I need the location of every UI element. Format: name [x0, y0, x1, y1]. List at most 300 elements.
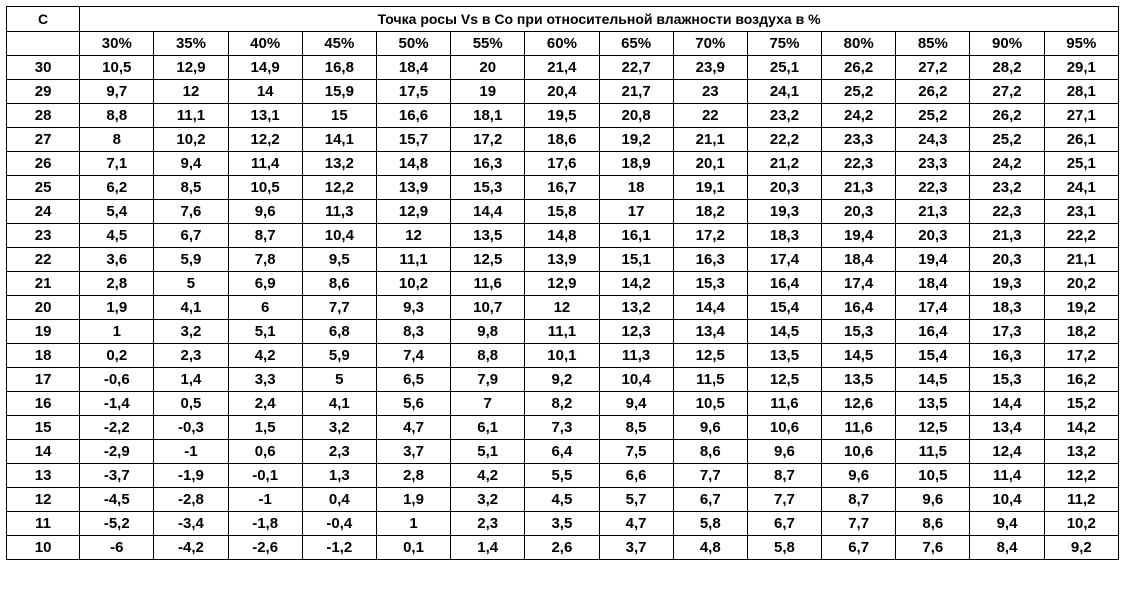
dew-point-cell: 19,1 [673, 176, 747, 200]
dew-point-cell: 14,4 [451, 200, 525, 224]
table-row [7, 224, 1119, 248]
temperature-cell: 22 [7, 248, 80, 272]
dew-point-cell: -6 [80, 536, 154, 560]
table-row [7, 80, 1119, 104]
dew-point-cell: 12,2 [302, 176, 376, 200]
dew-point-cell: 18,4 [896, 272, 970, 296]
dew-point-cell: 1,9 [376, 488, 450, 512]
dew-point-cell: 10,4 [302, 224, 376, 248]
temperature-cell: 17 [7, 368, 80, 392]
dew-point-cell: 22,3 [822, 152, 896, 176]
dew-point-cell: 23,2 [747, 104, 821, 128]
dew-point-cell: -1,8 [228, 512, 302, 536]
dew-point-cell: 11,2 [1044, 488, 1118, 512]
table-row [7, 296, 1119, 320]
dew-point-cell: 2,3 [451, 512, 525, 536]
dew-point-cell: 14,9 [228, 56, 302, 80]
dew-point-cell: 18,3 [970, 296, 1044, 320]
table-row [7, 368, 1119, 392]
dew-point-cell: 17,2 [451, 128, 525, 152]
dew-point-cell: 8,4 [970, 536, 1044, 560]
dew-point-cell: 29,1 [1044, 56, 1118, 80]
table-title: Точка росы Vs в Co при относительной влажности воздуха в % [80, 7, 1119, 32]
dew-point-cell: 12 [525, 296, 599, 320]
dew-point-cell: 22 [673, 104, 747, 128]
dew-point-cell: 19,2 [1044, 296, 1118, 320]
dew-point-cell: 14,2 [1044, 416, 1118, 440]
dew-point-cell: 25,2 [970, 128, 1044, 152]
dew-point-cell: 18,4 [376, 56, 450, 80]
dew-point-cell: 7,7 [673, 464, 747, 488]
dew-point-cell: 10,5 [673, 392, 747, 416]
dew-point-cell: 10,4 [599, 368, 673, 392]
dew-point-cell: 12,5 [451, 248, 525, 272]
dew-point-cell: 4,1 [302, 392, 376, 416]
dew-point-cell: 10,6 [822, 440, 896, 464]
table-row [7, 320, 1119, 344]
dew-point-cell: 1 [80, 320, 154, 344]
dew-point-cell: 24,3 [896, 128, 970, 152]
humidity-header-cell: 55% [451, 32, 525, 56]
dew-point-cell: 20,8 [599, 104, 673, 128]
humidity-header-cell: 90% [970, 32, 1044, 56]
dew-point-cell: 0,1 [376, 536, 450, 560]
dew-point-cell: 13,5 [747, 344, 821, 368]
dew-point-cell: 17,4 [822, 272, 896, 296]
dew-point-cell: 23,3 [822, 128, 896, 152]
dew-point-cell: 7,1 [80, 152, 154, 176]
dew-point-cell: 18,1 [451, 104, 525, 128]
dew-point-cell: -1,4 [80, 392, 154, 416]
temperature-cell: 15 [7, 416, 80, 440]
dew-point-cell: 16,4 [896, 320, 970, 344]
dew-point-cell: 2,6 [525, 536, 599, 560]
dew-point-cell: 22,3 [896, 176, 970, 200]
dew-point-cell: 20,3 [747, 176, 821, 200]
dew-point-cell: 10,2 [1044, 512, 1118, 536]
dew-point-cell: 6 [228, 296, 302, 320]
dew-point-cell: 10,6 [747, 416, 821, 440]
dew-point-cell: 7,6 [896, 536, 970, 560]
dew-point-cell: 2,4 [228, 392, 302, 416]
dew-point-cell: 17 [599, 200, 673, 224]
dew-point-cell: 9,7 [80, 80, 154, 104]
dew-point-cell: 1,9 [80, 296, 154, 320]
dew-point-cell: 0,6 [228, 440, 302, 464]
dew-point-cell: 14 [228, 80, 302, 104]
dew-point-cell: 6,7 [747, 512, 821, 536]
dew-point-cell: 14,5 [747, 320, 821, 344]
dew-point-cell: 8,2 [525, 392, 599, 416]
dew-point-cell: 25,1 [1044, 152, 1118, 176]
humidity-header-cell: 40% [228, 32, 302, 56]
dew-point-cell: 19,3 [970, 272, 1044, 296]
dew-point-cell: 17,2 [1044, 344, 1118, 368]
dew-point-cell: 12,3 [599, 320, 673, 344]
dew-point-cell: 3,5 [525, 512, 599, 536]
dew-point-cell: 6,6 [599, 464, 673, 488]
dew-point-cell: 15,3 [822, 320, 896, 344]
dew-point-cell: 8,7 [228, 224, 302, 248]
dew-point-cell: 13,2 [302, 152, 376, 176]
dew-point-cell: 23,1 [1044, 200, 1118, 224]
dew-point-cell: 28,2 [970, 56, 1044, 80]
dew-point-cell: -2,9 [80, 440, 154, 464]
dew-point-cell: 14,8 [525, 224, 599, 248]
dew-point-cell: 8,3 [376, 320, 450, 344]
dew-point-cell: 2,8 [80, 272, 154, 296]
dew-point-cell: 5,9 [302, 344, 376, 368]
dew-point-cell: 20,3 [896, 224, 970, 248]
dew-point-cell: 11,6 [747, 392, 821, 416]
dew-point-cell: 0,4 [302, 488, 376, 512]
dew-point-cell: 21,1 [1044, 248, 1118, 272]
dew-point-cell: 20,2 [1044, 272, 1118, 296]
humidity-header-cell: 50% [376, 32, 450, 56]
dew-point-cell: 9,8 [451, 320, 525, 344]
dew-point-cell: 11,6 [822, 416, 896, 440]
temperature-cell: 16 [7, 392, 80, 416]
table-row [7, 464, 1119, 488]
dew-point-cell: -3,4 [154, 512, 228, 536]
dew-point-cell: 4,2 [228, 344, 302, 368]
temperature-cell: 26 [7, 152, 80, 176]
dew-point-cell: 3,2 [154, 320, 228, 344]
dew-point-cell: 22,7 [599, 56, 673, 80]
dew-point-cell: 14,5 [822, 344, 896, 368]
dew-point-cell: 6,7 [822, 536, 896, 560]
dew-point-cell: 15,8 [525, 200, 599, 224]
dew-point-cell: 14,2 [599, 272, 673, 296]
dew-point-cell: 13,5 [451, 224, 525, 248]
dew-point-cell: -0,3 [154, 416, 228, 440]
dew-point-cell: 21,7 [599, 80, 673, 104]
dew-point-cell: 5,8 [673, 512, 747, 536]
dew-point-cell: 16,3 [451, 152, 525, 176]
dew-point-cell: 15 [302, 104, 376, 128]
dew-point-cell: 5,8 [747, 536, 821, 560]
humidity-header-cell: 85% [896, 32, 970, 56]
dew-point-cell: 21,3 [822, 176, 896, 200]
dew-point-cell: 14,8 [376, 152, 450, 176]
dew-point-cell: 12,6 [822, 392, 896, 416]
dew-point-cell: -2,2 [80, 416, 154, 440]
dew-point-cell: 24,1 [1044, 176, 1118, 200]
dew-point-cell: 11,4 [970, 464, 1044, 488]
dew-point-cell: 2,3 [302, 440, 376, 464]
table-row [7, 488, 1119, 512]
dew-point-cell: 15,3 [970, 368, 1044, 392]
dew-point-cell: 9,4 [154, 152, 228, 176]
dew-point-cell: 9,5 [302, 248, 376, 272]
dew-point-cell: 9,6 [673, 416, 747, 440]
humidity-header-cell: 60% [525, 32, 599, 56]
dew-point-cell: 1,3 [302, 464, 376, 488]
dew-point-cell: 18,6 [525, 128, 599, 152]
dew-point-cell: 16,3 [673, 248, 747, 272]
table-row [7, 344, 1119, 368]
dew-point-cell: 21,1 [673, 128, 747, 152]
table-body [7, 7, 1119, 560]
dew-point-cell: 17,2 [673, 224, 747, 248]
dew-point-cell: 20,3 [822, 200, 896, 224]
temperature-cell: 24 [7, 200, 80, 224]
dew-point-cell: 3,7 [599, 536, 673, 560]
dew-point-table-container [6, 6, 1119, 560]
dew-point-cell: 7,3 [525, 416, 599, 440]
dew-point-cell: 19,3 [747, 200, 821, 224]
dew-point-cell: 7,7 [302, 296, 376, 320]
dew-point-cell: 9,2 [1044, 536, 1118, 560]
dew-point-cell: 5 [154, 272, 228, 296]
temperature-cell: 28 [7, 104, 80, 128]
dew-point-cell: 6,8 [302, 320, 376, 344]
humidity-header-cell: 70% [673, 32, 747, 56]
dew-point-cell: 24,1 [747, 80, 821, 104]
dew-point-cell: 27,1 [1044, 104, 1118, 128]
dew-point-cell: -3,7 [80, 464, 154, 488]
dew-point-table [6, 6, 1119, 560]
dew-point-cell: 13,9 [376, 176, 450, 200]
dew-point-cell: 12,2 [1044, 464, 1118, 488]
dew-point-cell: 6,7 [154, 224, 228, 248]
table-row [7, 248, 1119, 272]
dew-point-cell: 16,7 [525, 176, 599, 200]
dew-point-cell: 6,4 [525, 440, 599, 464]
dew-point-cell: 17,5 [376, 80, 450, 104]
dew-point-cell: 11,1 [154, 104, 228, 128]
dew-point-cell: -4,5 [80, 488, 154, 512]
dew-point-cell: 15,1 [599, 248, 673, 272]
dew-point-cell: 8,7 [822, 488, 896, 512]
dew-point-cell: -4,2 [154, 536, 228, 560]
dew-point-cell: -2,8 [154, 488, 228, 512]
dew-point-cell: 7,7 [747, 488, 821, 512]
dew-point-cell: 21,3 [896, 200, 970, 224]
dew-point-cell: 16,6 [376, 104, 450, 128]
temperature-cell: 29 [7, 80, 80, 104]
dew-point-cell: 5,6 [376, 392, 450, 416]
dew-point-cell: 27,2 [970, 80, 1044, 104]
dew-point-cell: 3,2 [451, 488, 525, 512]
dew-point-cell: 18,2 [1044, 320, 1118, 344]
table-row [7, 272, 1119, 296]
dew-point-cell: 20 [451, 56, 525, 80]
dew-point-cell: 8,5 [599, 416, 673, 440]
dew-point-cell: 9,4 [599, 392, 673, 416]
dew-point-cell: 10,5 [896, 464, 970, 488]
dew-point-cell: 3,3 [228, 368, 302, 392]
dew-point-cell: 18,9 [599, 152, 673, 176]
dew-point-cell: 11,5 [896, 440, 970, 464]
dew-point-cell: 8,5 [154, 176, 228, 200]
table-row [7, 176, 1119, 200]
table-row [7, 440, 1119, 464]
dew-point-cell: 10,4 [970, 488, 1044, 512]
dew-point-cell: 5,5 [525, 464, 599, 488]
dew-point-cell: 25,1 [747, 56, 821, 80]
dew-point-cell: 8,8 [80, 104, 154, 128]
temperature-cell: 10 [7, 536, 80, 560]
temperature-cell: 20 [7, 296, 80, 320]
dew-point-cell: 1,5 [228, 416, 302, 440]
dew-point-cell: 7,4 [376, 344, 450, 368]
humidity-header-cell: 95% [1044, 32, 1118, 56]
dew-point-cell: 6,9 [228, 272, 302, 296]
table-row [7, 416, 1119, 440]
dew-point-cell: 8,6 [896, 512, 970, 536]
dew-point-cell: 9,6 [747, 440, 821, 464]
humidity-header-cell: 45% [302, 32, 376, 56]
dew-point-cell: -5,2 [80, 512, 154, 536]
temperature-cell: 14 [7, 440, 80, 464]
temperature-cell: 11 [7, 512, 80, 536]
dew-point-cell: 23,3 [896, 152, 970, 176]
dew-point-cell: 10,2 [154, 128, 228, 152]
dew-point-cell: 13,2 [1044, 440, 1118, 464]
table-row [7, 392, 1119, 416]
dew-point-cell: 5,1 [228, 320, 302, 344]
humidity-header-cell: 75% [747, 32, 821, 56]
dew-point-cell: 1 [376, 512, 450, 536]
dew-point-cell: 9,3 [376, 296, 450, 320]
dew-point-cell: 12,2 [228, 128, 302, 152]
dew-point-cell: 11,1 [376, 248, 450, 272]
dew-point-cell: 9,6 [822, 464, 896, 488]
dew-point-cell: 14,5 [896, 368, 970, 392]
table-row [7, 128, 1119, 152]
humidity-header-row [7, 32, 1119, 56]
temperature-cell: 27 [7, 128, 80, 152]
temperature-cell: 12 [7, 488, 80, 512]
dew-point-cell: 8,6 [302, 272, 376, 296]
dew-point-cell: 12,5 [673, 344, 747, 368]
dew-point-cell: 6,5 [376, 368, 450, 392]
dew-point-cell: -1 [228, 488, 302, 512]
dew-point-cell: 13,1 [228, 104, 302, 128]
dew-point-cell: -0,1 [228, 464, 302, 488]
dew-point-cell: 27,2 [896, 56, 970, 80]
dew-point-cell: -0,4 [302, 512, 376, 536]
dew-point-cell: 6,1 [451, 416, 525, 440]
dew-point-cell: 17,4 [747, 248, 821, 272]
dew-point-cell: 12 [154, 80, 228, 104]
humidity-header-cell: 80% [822, 32, 896, 56]
dew-point-cell: 4,7 [599, 512, 673, 536]
dew-point-cell: 6,2 [80, 176, 154, 200]
table-row [7, 200, 1119, 224]
dew-point-cell: 11,4 [228, 152, 302, 176]
dew-point-cell: 13,4 [673, 320, 747, 344]
dew-point-cell: 20,3 [970, 248, 1044, 272]
dew-point-cell: 18,3 [747, 224, 821, 248]
dew-point-cell: 15,2 [1044, 392, 1118, 416]
dew-point-cell: 26,2 [822, 56, 896, 80]
temperature-cell: 21 [7, 272, 80, 296]
dew-point-cell: 10,5 [80, 56, 154, 80]
dew-point-cell: 2,8 [376, 464, 450, 488]
dew-point-cell: 12,5 [896, 416, 970, 440]
dew-point-cell: 1,4 [451, 536, 525, 560]
dew-point-cell: 23 [673, 80, 747, 104]
temperature-cell: 19 [7, 320, 80, 344]
dew-point-cell: 7,8 [228, 248, 302, 272]
dew-point-cell: 16,4 [747, 272, 821, 296]
dew-point-cell: 10,5 [228, 176, 302, 200]
dew-point-cell: 11,3 [599, 344, 673, 368]
dew-point-cell: 18,2 [673, 200, 747, 224]
dew-point-cell: 4,7 [376, 416, 450, 440]
dew-point-cell: 0,5 [154, 392, 228, 416]
dew-point-cell: 15,9 [302, 80, 376, 104]
dew-point-cell: 3,2 [302, 416, 376, 440]
dew-point-cell: 19 [451, 80, 525, 104]
dew-point-cell: 12,9 [525, 272, 599, 296]
dew-point-cell: 13,5 [896, 392, 970, 416]
dew-point-cell: 3,7 [376, 440, 450, 464]
dew-point-cell: 22,2 [747, 128, 821, 152]
title-row [7, 7, 1119, 32]
dew-point-cell: 25,2 [822, 80, 896, 104]
table-row [7, 536, 1119, 560]
dew-point-cell: 14,1 [302, 128, 376, 152]
dew-point-cell: 4,1 [154, 296, 228, 320]
dew-point-cell: 13,5 [822, 368, 896, 392]
dew-point-cell: 8,8 [451, 344, 525, 368]
dew-point-cell: 19,5 [525, 104, 599, 128]
dew-point-cell: 11,1 [525, 320, 599, 344]
temperature-cell: 13 [7, 464, 80, 488]
dew-point-cell: 14,4 [970, 392, 1044, 416]
dew-point-cell: 12,5 [747, 368, 821, 392]
temperature-cell: 25 [7, 176, 80, 200]
dew-point-cell: 7,6 [154, 200, 228, 224]
dew-point-cell: 16,3 [970, 344, 1044, 368]
dew-point-cell: 20,4 [525, 80, 599, 104]
dew-point-cell: -1,2 [302, 536, 376, 560]
dew-point-cell: 16,1 [599, 224, 673, 248]
dew-point-cell: 9,6 [896, 488, 970, 512]
dew-point-cell: 7 [451, 392, 525, 416]
dew-point-cell: 16,2 [1044, 368, 1118, 392]
dew-point-cell: 13,4 [970, 416, 1044, 440]
dew-point-cell: 26,2 [896, 80, 970, 104]
dew-point-cell: 13,2 [599, 296, 673, 320]
dew-point-cell: 12 [376, 224, 450, 248]
humidity-header-cell: 30% [80, 32, 154, 56]
dew-point-cell: 11,5 [673, 368, 747, 392]
dew-point-cell: 4,5 [525, 488, 599, 512]
humidity-header-cell: 65% [599, 32, 673, 56]
dew-point-cell: 19,4 [822, 224, 896, 248]
table-row [7, 104, 1119, 128]
dew-point-cell: -2,6 [228, 536, 302, 560]
dew-point-cell: 22,3 [970, 200, 1044, 224]
dew-point-cell: 12,9 [376, 200, 450, 224]
temperature-cell: 23 [7, 224, 80, 248]
dew-point-cell: 15,4 [896, 344, 970, 368]
dew-point-cell: 20,1 [673, 152, 747, 176]
dew-point-cell: 1,4 [154, 368, 228, 392]
dew-point-cell: 15,7 [376, 128, 450, 152]
dew-point-cell: 11,3 [302, 200, 376, 224]
dew-point-cell: 18 [599, 176, 673, 200]
dew-point-cell: 15,3 [451, 176, 525, 200]
dew-point-cell: 16,4 [822, 296, 896, 320]
dew-point-cell: 9,2 [525, 368, 599, 392]
dew-point-cell: 7,9 [451, 368, 525, 392]
dew-point-cell: 10,1 [525, 344, 599, 368]
